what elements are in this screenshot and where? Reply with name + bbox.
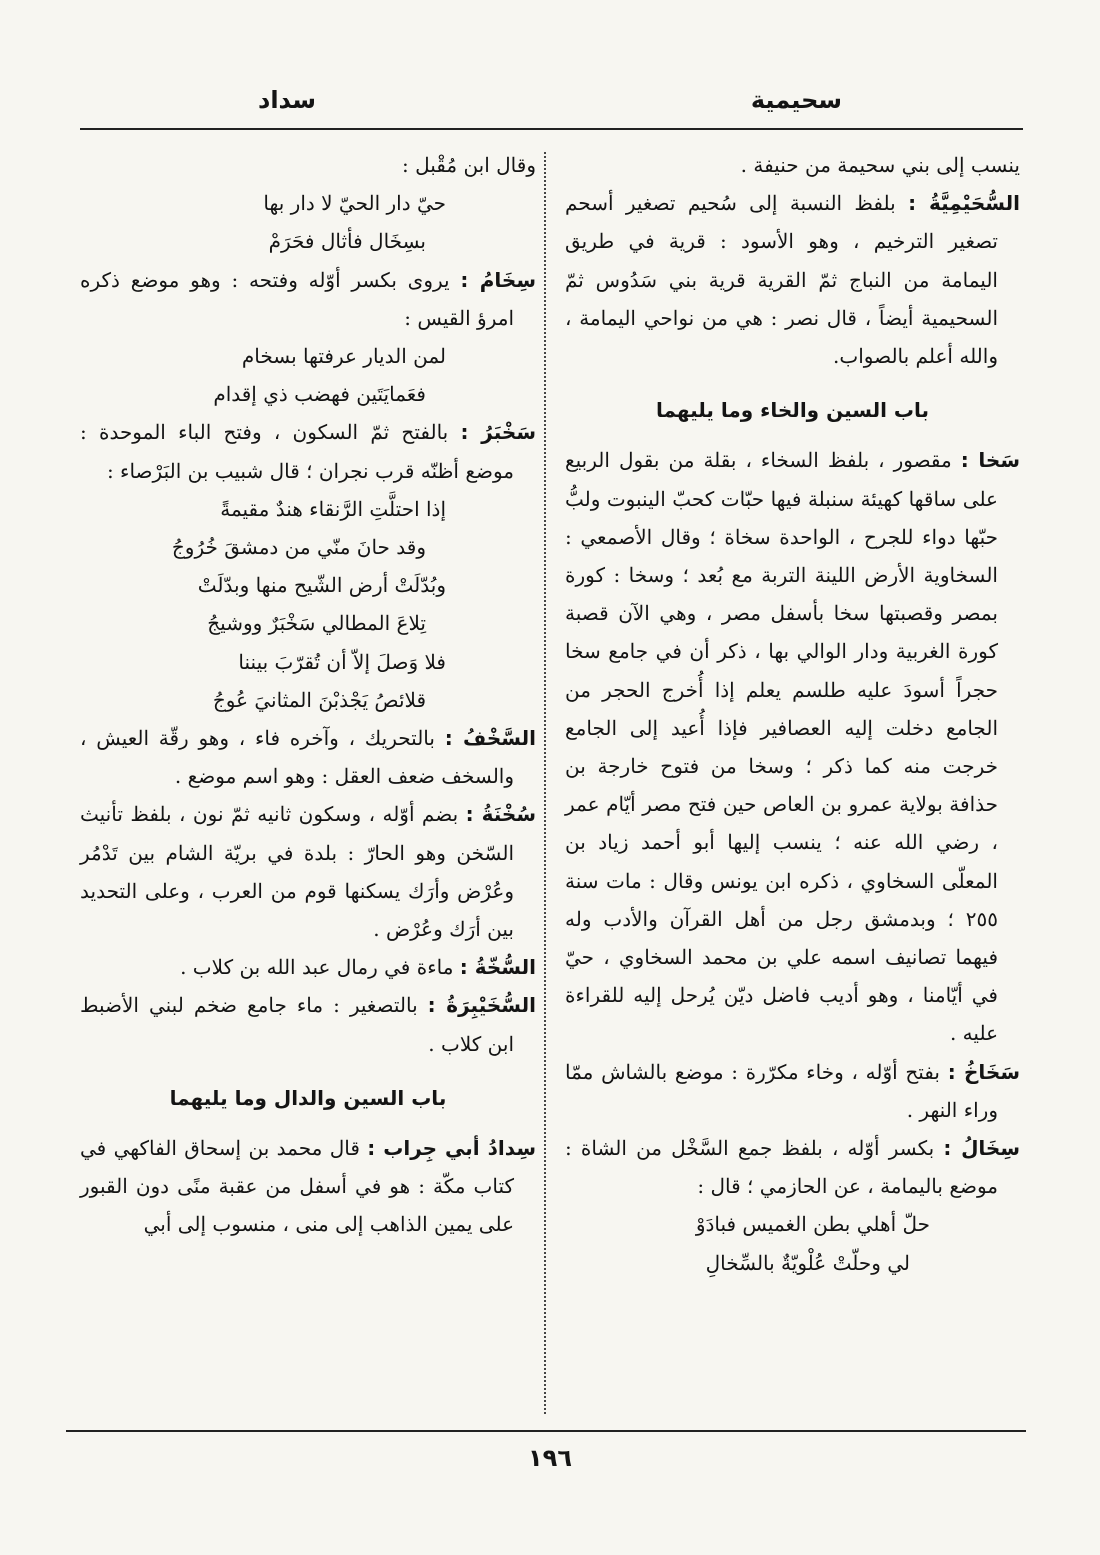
running-header-right: سحيمية — [750, 86, 842, 114]
paragraph: ينسب إلى بني سحيمة من حنيفة . — [740, 153, 1020, 177]
entry-headword: سَخَاخُ : — [947, 1059, 1020, 1084]
verse-line: بسِخَال فأثال فحَرَمْ — [268, 229, 426, 254]
dictionary-entry — [80, 948, 536, 986]
verse-line: فلا وَصلَ إلاّ أن تُقرّبَ بيننا — [238, 649, 446, 674]
dictionary-entry — [565, 184, 1020, 375]
entry-headword: سِخَالُ : — [943, 1136, 1021, 1161]
entry-headword: سِدادُ أبي جِراب : — [367, 1136, 536, 1161]
dictionary-entry — [80, 1129, 536, 1244]
entry-headword: سَخْبَرُ : — [460, 420, 536, 445]
verse-line: لمن الديار عرفتها بسخام — [241, 344, 446, 369]
entry-text: بالتحريك ، وآخره فاء ، وهو رقّة العيش ، والسخف ضعف العقل : وهو اسم موضع . — [80, 726, 514, 789]
entry-text: بكسر أوّله ، بلفظ جمع السَّخْل من الشاة : موضع باليمامة ، عن الحازمي ؛ قال : — [565, 1136, 998, 1199]
entry-text: بضم أوّله ، وسكون ثانيه ثمّ نون ، بلفظ تأنيث السّخن وهو الحارّ : بلدة في بريّة الشام بين تَدْمُر وعُرْض وأرَك يسكنها قوم من العرب ، وعلى التحديد بين أرَك وعُرْض . — [80, 802, 514, 942]
running-header-left: سداد — [258, 86, 317, 114]
verse-line: قلائصُ يَجْذبْنَ المثانيَ عُوجُ — [212, 687, 426, 712]
section-heading: باب السين والخاء وما يليهما — [655, 398, 930, 423]
entry-headword: السُّخَيْبِرَةُ : — [427, 993, 536, 1018]
entry-text: يروى بكسر أوّله وفتحه : وهو موضع ذكره امرؤ القيس : — [80, 267, 514, 330]
entry-text: بالفتح ثمّ السكون ، وفتح الباء الموحدة : موضع أظنّه قرب نجران ؛ قال شبيب بن البَرْصاء : — [80, 420, 514, 483]
footer-rule — [66, 1430, 1026, 1432]
right-column — [565, 146, 1020, 1282]
verse-line: حيّ دار الحيّ لا دار بها — [263, 191, 446, 216]
entry-text: قال محمد بن إسحاق الفاكهي في كتاب مكّة : هو في أسفل من عقبة منًى دون القبور على يمين الذاهب إلى منى ، منسوب إلى أبي — [80, 1136, 514, 1237]
page-number: ١٩٦ — [528, 1444, 572, 1472]
entry-text: بفتح أوّله ، وخاء مكرّرة : موضع بالشاش ممّا وراء النهر . — [565, 1059, 998, 1122]
dictionary-entry — [565, 1053, 1020, 1129]
dictionary-entry — [80, 986, 536, 1062]
entry-headword: سُخْنَةُ : — [465, 802, 536, 827]
entry-headword: السُّحَيْمِيَّةُ : — [908, 191, 1020, 216]
header-rule — [80, 128, 1023, 130]
entry-text: بالتصغير : ماء جامع ضخم لبني الأضبط ابن كلاب . — [80, 993, 514, 1056]
entry-text: مقصور ، بلفظ السخاء ، بقلة من بقول الربيع على ساقها كهيئة سنبلة فيها حبّات كحبّ الينبوت ولبُّ حبّها دواء للجرح ، الواحدة سخاة ؛ وقال الأصمعي : السخاوية الأرض اللينة التربة مع بُعد ؛ وسخا : كورة بمصر وقصبتها سخا بأسفل مصر ، وهي الآن قصبة كورة الغربية ودار الوالي بها ، ذكر أن في جامع سخا حجراً أسودَ عليه طلسم يعلم إذا أُخرج الحجر من الجامع دخلت إليه العصافير فإذا أُعيد إلى الجامع خرجت منه كما ذكر ؛ وسخا من فتوح خارجة بن حذافة بولاية عمرو بن العاص حين فتح مصر أيّام عمر ، رضي الله عنه ؛ ينسب إليها أبو أحمد زياد بن المعلّى السخاوي ، ذكره ابن يونس وقال : مات سنة ٢٥٥ ؛ وبدمشق رجل من أهل القرآن والأدب وله فيهما تصانيف اسمه علي بن محمد السخاوي ، حيّ في أيّامنا ، وهو أديب فاضل ديّن يُرحل إليه للقراءة عليه . — [565, 448, 998, 1046]
verse-line: إذا احتلَّتِ الرَّنقاء هندٌ مقيمةً — [220, 496, 446, 521]
entry-text: بلفظ النسبة إلى سُحيم تصغير أسحم تصغير الترخيم ، وهو الأسود : قرية في طريق اليمامة من النباج ثمّ القرية قرية بني سَدُوس ثمّ السحيمية أيضاً ، قال نصر : هي من نواحي اليمامة ، والله أعلم بالصواب. — [565, 191, 998, 369]
verse-line: تِلاعَ المطالي سَخْبَرٌ ووشيجُ — [207, 611, 426, 636]
column-divider — [544, 152, 546, 1414]
verse-line: حلّ أهلي بطن الغميس فبادَوْ — [695, 1212, 930, 1237]
dictionary-entry — [565, 1129, 1020, 1205]
entry-headword: سَخا : — [960, 448, 1020, 473]
dictionary-entry — [80, 413, 536, 489]
verse-line: فعَمايَتَين فهضب ذي إقدام — [213, 382, 426, 407]
dictionary-entry — [80, 795, 536, 948]
entry-text: ماءة في رمال عبد الله بن كلاب . — [180, 955, 460, 980]
verse-line: لي وحلّتْ عُلْويّةٌ بالسِّخالِ — [705, 1250, 910, 1275]
dictionary-entry — [80, 719, 536, 795]
entry-headword: السَّخْفُ : — [444, 726, 536, 751]
dictionary-entry — [565, 441, 1020, 1052]
entry-headword: السُّخّةُ : — [459, 955, 536, 980]
section-heading: باب السين والدال وما يليهما — [169, 1085, 447, 1110]
dictionary-entry — [80, 261, 536, 337]
verse-line: وقد حانَ منّي من دمشقَ خُرُوجُ — [171, 535, 426, 560]
entry-headword: سِخَامُ : — [460, 267, 536, 292]
verse-line: وبُدّلَتْ أرض الشّيح منها وبدّلَتْ — [197, 573, 446, 598]
left-column — [80, 146, 536, 1244]
paragraph: وقال ابن مُقْبل : — [401, 153, 536, 177]
